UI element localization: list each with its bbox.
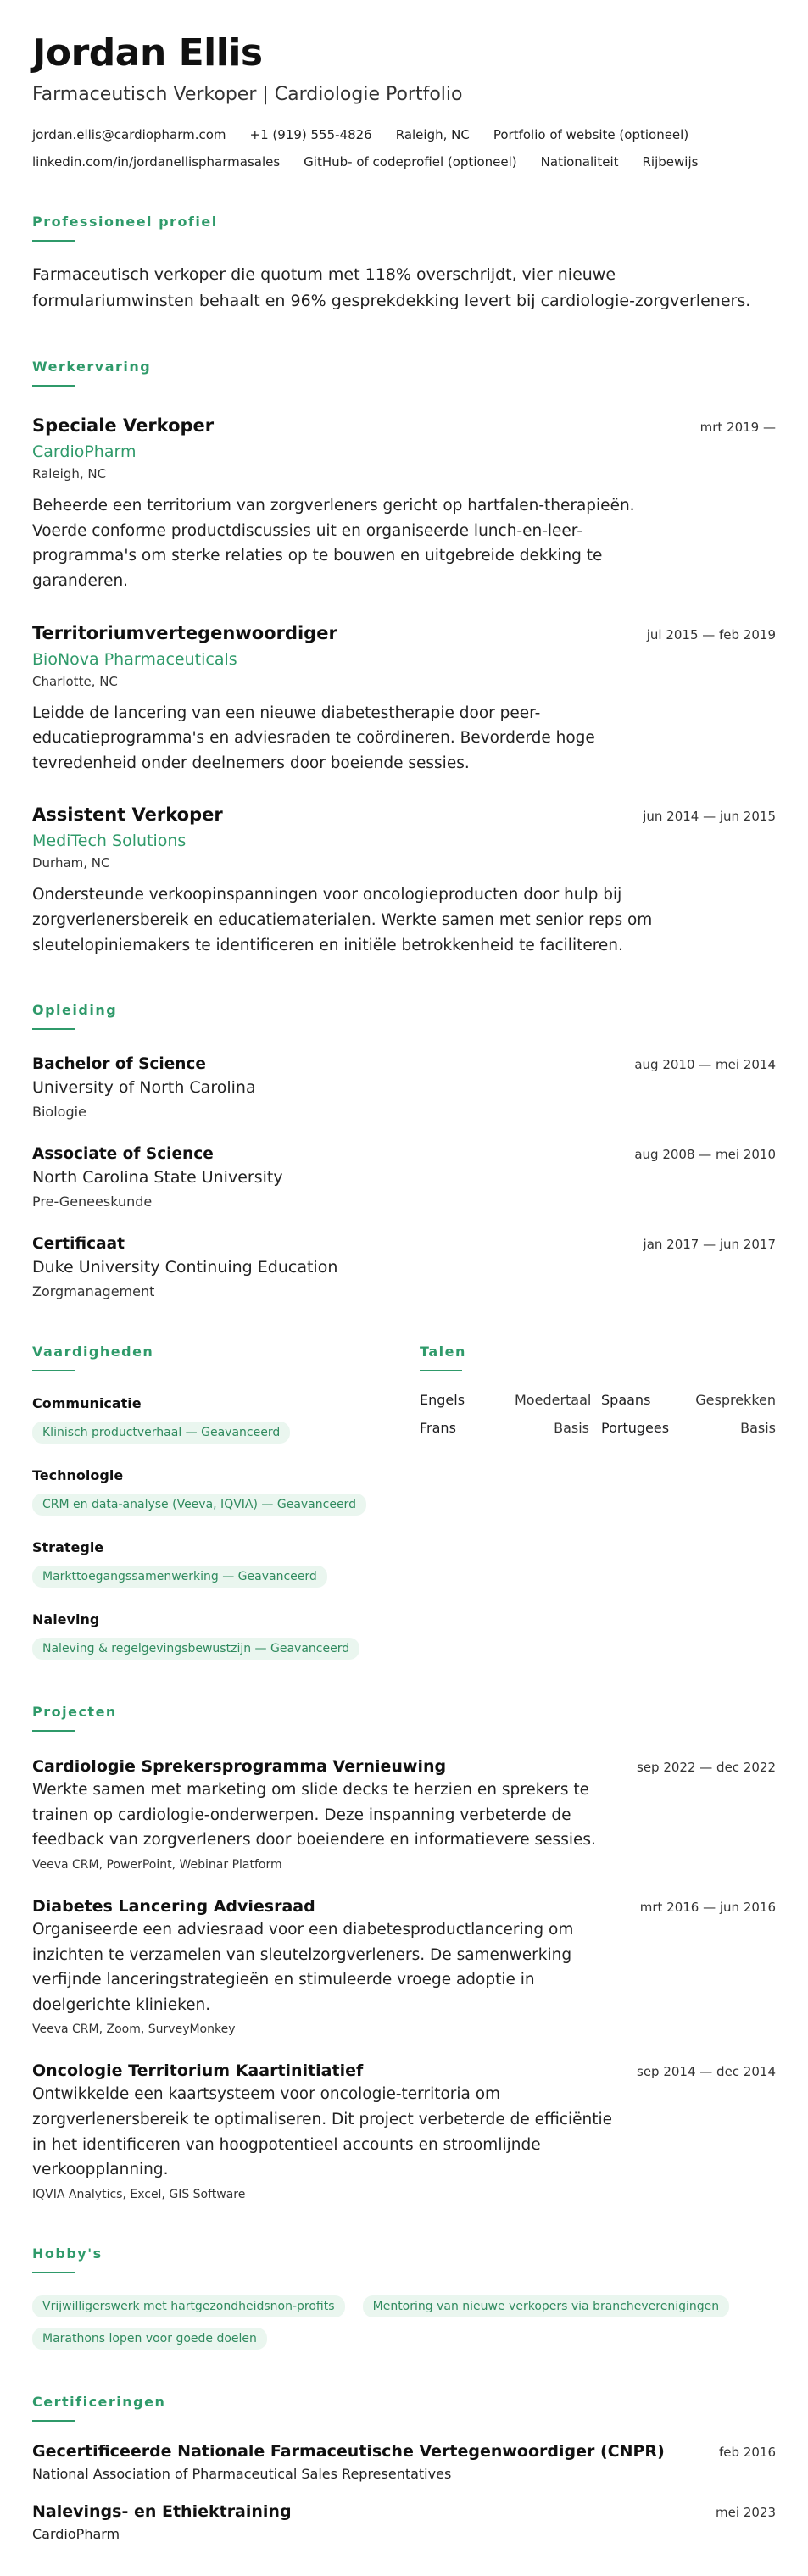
hobby-list bbox=[32, 2285, 776, 2350]
job-company: CardioPharm bbox=[32, 442, 137, 462]
job-entry bbox=[32, 415, 776, 593]
project-date: sep 2022 — dec 2022 bbox=[637, 1760, 776, 1776]
certification-name: Nalevings- en Ethiektraining bbox=[32, 2501, 292, 2521]
education-school: Duke University Continuing Education bbox=[32, 1258, 338, 1277]
education-date: aug 2010 — mei 2014 bbox=[634, 1057, 776, 1073]
project-description: Werkte samen met marketing om slide decks te herzien en sprekers te trainen op cardiologie-onderwerpen. Deze inspanning verbeterde de feedback van zorgverleners door boeiendere en informatievere sessies. bbox=[32, 1781, 596, 1850]
job-date: jun 2014 — jun 2015 bbox=[643, 809, 776, 825]
experience-section bbox=[32, 359, 776, 958]
contact-email[interactable]: jordan.ellis@cardiopharm.com bbox=[32, 126, 226, 142]
certification-date: feb 2016 bbox=[719, 2444, 776, 2460]
project-entry bbox=[32, 1897, 776, 2036]
job-date: mrt 2019 — bbox=[699, 420, 776, 436]
languages-grid bbox=[420, 1392, 776, 1436]
certification-entry bbox=[32, 2502, 776, 2542]
skill-group bbox=[32, 1467, 420, 1516]
job-description: Leidde de lancering van een nieuwe diabetestherapie door peer-educatieprogramma's en adviesraden te coördineren. Bevorderde hoge tevredenheid onder deelnemers door boeiende sessies. bbox=[32, 704, 595, 772]
education-entry bbox=[32, 1055, 776, 1120]
language-level: Basis bbox=[554, 1420, 589, 1437]
certification-org: National Association of Pharmaceutical Sales Representatives bbox=[32, 2465, 452, 2482]
skill-category: Naleving bbox=[32, 1611, 100, 1628]
section-title: Certificeringen bbox=[32, 2393, 166, 2410]
education-entry bbox=[32, 1235, 776, 1299]
contact-location: Raleigh, NC bbox=[395, 126, 470, 142]
skill-category: Technologie bbox=[32, 1467, 124, 1484]
projects-section bbox=[32, 1704, 776, 2201]
job-entry bbox=[32, 804, 776, 958]
hobbies-section bbox=[32, 2245, 776, 2350]
education-degree: Associate of Science bbox=[32, 1145, 214, 1164]
skill-pill: Klinisch productverhaal — Geavanceerd bbox=[32, 1422, 290, 1444]
language-level: Basis bbox=[740, 1420, 776, 1437]
profile-summary: Farmaceutisch verkoper die quotum met 118% overschrijdt, vier nieuwe formulariumwinsten behaalt en 96% gesprekdekking levert bij cardiologie-zorgverleners. bbox=[32, 264, 751, 310]
job-description: Beheerde een territorium van zorgverleners gericht op hartfalen-therapieën. Voerde conforme productdiscussies uit en organiseerde lunch-en-leer-programma's om sterke relaties op te bouwen en uitgebreide dekking te garanderen. bbox=[32, 497, 635, 591]
skill-pill: Markttoegangssamenwerking — Geavanceerd bbox=[32, 1566, 327, 1588]
education-field: Biologie bbox=[32, 1104, 86, 1121]
job-title: Speciale Verkoper bbox=[32, 415, 215, 437]
section-title: Werkervaring bbox=[32, 359, 152, 376]
contact-info bbox=[32, 127, 776, 170]
education-date: aug 2008 — mei 2010 bbox=[634, 1147, 776, 1163]
section-divider bbox=[420, 1370, 462, 1371]
skill-category: Strategie bbox=[32, 1539, 104, 1556]
language-name: Spaans bbox=[601, 1392, 651, 1409]
education-school: North Carolina State University bbox=[32, 1168, 283, 1188]
project-description: Ontwikkelde een kaartsysteem voor oncologie-territoria om zorgverlenersbereik te optimaliseren. Dit project verbeterde de efficiëntie in het identificeren van hoogpotentieel accounts en stroomlijnde verkoopplanning. bbox=[32, 2085, 613, 2179]
language-level: Gesprekken bbox=[695, 1392, 776, 1409]
project-description: Organiseerde een adviesraad voor een diabetesproductlancering om inzichten te verzamelen van sleutelzorgverleners. De samenwerking verfijnde lanceringstrategieën en stimuleerde vroege adoptie in doelgerichte klinieken. bbox=[32, 1921, 574, 2014]
job-location: Raleigh, NC bbox=[32, 466, 107, 482]
project-title: Cardiologie Sprekersprogramma Vernieuwing bbox=[32, 1757, 447, 1777]
certification-org: CardioPharm bbox=[32, 2525, 120, 2542]
section-title: Projecten bbox=[32, 1704, 117, 1721]
project-date: sep 2014 — dec 2014 bbox=[637, 2064, 776, 2080]
skill-pill: CRM en data-analyse (Veeva, IQVIA) — Geavanceerd bbox=[32, 1494, 366, 1516]
job-location: Durham, NC bbox=[32, 855, 110, 871]
education-date: jan 2017 — jun 2017 bbox=[643, 1237, 776, 1253]
education-degree: Bachelor of Science bbox=[32, 1055, 206, 1074]
certifications-section bbox=[32, 2394, 776, 2542]
section-divider bbox=[32, 2272, 75, 2273]
candidate-subtitle: Farmaceutisch Verkoper | Cardiologie Portfolio bbox=[32, 83, 463, 105]
education-school: University of North Carolina bbox=[32, 1078, 256, 1098]
language-name: Frans bbox=[420, 1420, 456, 1437]
project-tech: IQVIA Analytics, Excel, GIS Software bbox=[32, 2187, 246, 2201]
project-date: mrt 2016 — jun 2016 bbox=[639, 1900, 776, 1915]
section-title: Hobby's bbox=[32, 2245, 103, 2262]
section-title: Professioneel profiel bbox=[32, 213, 218, 230]
education-degree: Certificaat bbox=[32, 1235, 125, 1254]
skills-languages-row bbox=[32, 1344, 776, 1660]
contact-linkedin[interactable]: linkedin.com/in/jordanellispharmasales bbox=[32, 153, 281, 170]
hobby-pill: Mentoring van nieuwe verkopers via brancheverenigingen bbox=[363, 2295, 729, 2317]
project-title: Diabetes Lancering Adviesraad bbox=[32, 1897, 315, 1916]
skills-section bbox=[32, 1344, 420, 1660]
contact-license: Rijbewijs bbox=[642, 153, 699, 170]
job-entry bbox=[32, 623, 776, 776]
section-divider bbox=[32, 1028, 75, 1030]
job-title: Territoriumvertegenwoordiger bbox=[32, 622, 337, 643]
contact-portfolio[interactable]: Portfolio of website (optioneel) bbox=[493, 126, 689, 142]
certification-entry bbox=[32, 2442, 776, 2482]
contact-nationality: Nationaliteit bbox=[540, 153, 619, 170]
section-title: Vaardigheden bbox=[32, 1344, 154, 1360]
project-tech: Veeva CRM, Zoom, SurveyMonkey bbox=[32, 2022, 236, 2037]
skill-group bbox=[32, 1539, 420, 1588]
candidate-name: Jordan Ellis bbox=[32, 31, 263, 75]
project-entry bbox=[32, 1757, 776, 1872]
project-title: Oncologie Territorium Kaartinitiatief bbox=[32, 2061, 364, 2081]
contact-github[interactable]: GitHub- of codeprofiel (optioneel) bbox=[304, 153, 517, 170]
profile-section bbox=[32, 214, 776, 315]
section-divider bbox=[32, 240, 75, 242]
job-company: MediTech Solutions bbox=[32, 832, 187, 851]
education-entry bbox=[32, 1145, 776, 1210]
skill-group bbox=[32, 1611, 420, 1660]
education-field: Zorgmanagement bbox=[32, 1283, 155, 1300]
language-level: Moedertaal bbox=[515, 1392, 592, 1409]
skill-category: Communicatie bbox=[32, 1395, 142, 1412]
job-title: Assistent Verkoper bbox=[32, 804, 223, 826]
hobby-pill: Marathons lopen voor goede doelen bbox=[32, 2328, 267, 2350]
skill-pill: Naleving & regelgevingsbewustzijn — Geavanceerd bbox=[32, 1638, 359, 1660]
skill-group bbox=[32, 1395, 420, 1444]
language-name: Portugees bbox=[601, 1420, 670, 1437]
education-field: Pre-Geneeskunde bbox=[32, 1193, 153, 1210]
section-divider bbox=[32, 2420, 75, 2422]
job-location: Charlotte, NC bbox=[32, 673, 118, 689]
job-company: BioNova Pharmaceuticals bbox=[32, 649, 237, 669]
section-title: Talen bbox=[420, 1344, 466, 1360]
job-description: Ondersteunde verkoopinspanningen voor oncologieproducten door hulp bij zorgverlenersbereik en educatiematerialen. Werkte samen met senior reps om sleutelopiniemakers te identificeren en initiële betrokkenheid te faciliteren. bbox=[32, 886, 653, 954]
language-name: Engels bbox=[420, 1392, 465, 1409]
job-date: jul 2015 — feb 2019 bbox=[646, 626, 776, 643]
section-title: Opleiding bbox=[32, 1002, 118, 1019]
project-tech: Veeva CRM, PowerPoint, Webinar Platform bbox=[32, 1858, 282, 1872]
certification-name: Gecertificeerde Nationale Farmaceutische Vertegenwoordiger (CNPR) bbox=[32, 2441, 665, 2461]
section-divider bbox=[32, 1730, 75, 1732]
project-entry bbox=[32, 2061, 776, 2200]
education-section bbox=[32, 1002, 776, 1299]
contact-phone[interactable]: +1 (919) 555-4826 bbox=[249, 126, 372, 142]
section-divider bbox=[32, 1370, 75, 1371]
certification-date: mei 2023 bbox=[716, 2504, 776, 2520]
languages-section bbox=[420, 1344, 776, 1660]
section-divider bbox=[32, 385, 75, 387]
hobby-pill: Vrijwilligerswerk met hartgezondheidsnon-profits bbox=[32, 2295, 345, 2317]
